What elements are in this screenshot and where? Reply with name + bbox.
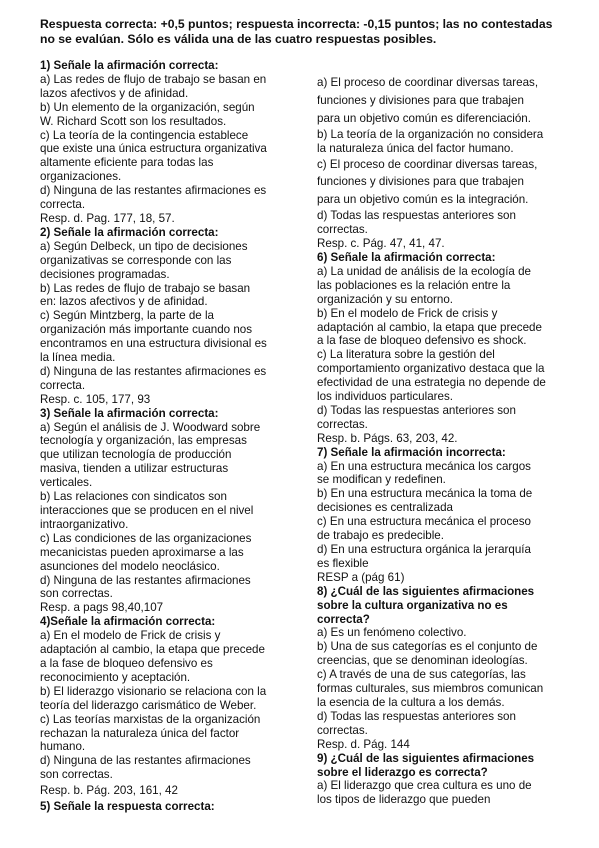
text-line: teoría del liderazgo carismático de Weber. bbox=[40, 698, 257, 712]
text-line: es flexible bbox=[317, 556, 369, 570]
text-line: asunciones del modelo neoclásico. bbox=[40, 559, 220, 573]
text-line: reconocimiento y aceptación. bbox=[40, 670, 191, 684]
text-line: la línea media. bbox=[40, 351, 116, 365]
text-line: a la fase de bloqueo defensivo es shock. bbox=[317, 334, 527, 348]
text-line: Resp. c. Pág. 47, 41, 47. bbox=[317, 237, 445, 251]
text-line: b) Las redes de flujo de trabajo se basan bbox=[40, 281, 251, 295]
text-line: d) En una estructura orgánica la jerarquía bbox=[317, 543, 531, 556]
text-line: que existe una única estructura organizativa bbox=[40, 142, 267, 156]
text-line: mecanicistas pueden aproximarse a las bbox=[40, 545, 244, 559]
text-line: organizativas se corresponde con las bbox=[40, 253, 232, 267]
question-heading: sobre la cultura organizativa no es bbox=[317, 598, 508, 612]
text-line: en: lazos afectivos y de afinidad. bbox=[40, 295, 208, 309]
left-column bbox=[40, 59, 288, 814]
text-line: a) Es un fenómeno colectivo. bbox=[317, 626, 467, 640]
text-line: a) Según Delbeck, un tipo de decisiones bbox=[40, 239, 248, 253]
question-heading: 2) Señale la afirmación correcta: bbox=[40, 225, 219, 239]
text-line: correcta. bbox=[40, 198, 86, 212]
text-line: d) Ninguna de las restantes afirmaciones bbox=[40, 573, 251, 587]
text-line: a) Las redes de flujo de trabajo se basan en bbox=[40, 72, 267, 86]
text-line: W. Richard Scott son los resultados. bbox=[40, 114, 227, 128]
text-line: la naturaleza única del factor humano. bbox=[317, 141, 514, 155]
question-heading: correcta? bbox=[317, 612, 370, 626]
text-line: formas culturales, sus miembros comunican bbox=[317, 682, 544, 696]
question-heading: 7) Señale la afirmación incorrecta: bbox=[317, 445, 506, 459]
text-line: c) El proceso de coordinar diversas tareas, bbox=[317, 157, 538, 171]
question-heading: 3) Señale la afirmación correcta: bbox=[40, 406, 219, 420]
question-heading: 5) Señale la respuesta correcta: bbox=[40, 800, 215, 814]
text-line: c) Las teorías marxistas de la organización bbox=[40, 712, 261, 726]
text-line: d) Todas las respuestas anteriores son bbox=[317, 209, 516, 223]
text-line: rechazan la naturaleza única del factor bbox=[40, 726, 240, 740]
text-line: adaptación al cambio, la etapa que precede bbox=[40, 643, 265, 657]
text-line: d) Todas las respuestas anteriores son bbox=[317, 709, 516, 723]
text-line: Resp. d. Pág. 144 bbox=[317, 737, 410, 751]
text-line: d) Todas las respuestas anteriores son bbox=[317, 403, 516, 417]
text-line: para un objetivo común es la integración. bbox=[317, 193, 529, 207]
text-line: verticales. bbox=[40, 476, 93, 490]
text-line: d) Ninguna de las restantes afirmaciones es bbox=[40, 184, 267, 198]
text-line: b) La teoría de la organización no considera bbox=[317, 127, 544, 141]
text-line: para un objetivo común es diferenciación. bbox=[317, 111, 531, 125]
text-line: b) En una estructura mecánica la toma de bbox=[317, 487, 533, 501]
text-line: Resp. a pags 98,40,107 bbox=[40, 601, 164, 615]
question-heading: 4)Señale la afirmación correcta: bbox=[40, 615, 216, 629]
text-line: b) Un elemento de la organización, según bbox=[40, 100, 255, 114]
text-line: son correctas. bbox=[40, 768, 113, 782]
text-line: a) En el modelo de Frick de crisis y bbox=[40, 629, 221, 643]
right-column bbox=[317, 74, 561, 807]
instructions-line-1: Respuesta correcta: +0,5 puntos; respuesta incorrecta: -0,15 puntos; las no contestadas bbox=[40, 17, 553, 31]
text-line: efectividad de una estrategia no depende de bbox=[317, 376, 546, 390]
question-heading: 1) Señale la afirmación correcta: bbox=[40, 59, 219, 72]
text-line: organización más importante cuando nos bbox=[40, 323, 253, 337]
question-heading: 8) ¿Cuál de las siguientes afirmaciones bbox=[317, 584, 535, 598]
text-line: b) El liderazgo visionario se relaciona con la bbox=[40, 684, 267, 698]
text-line: correcta. bbox=[40, 378, 86, 392]
text-line: decisiones es centralizada bbox=[317, 501, 453, 515]
text-line: a) El proceso de coordinar diversas tareas, bbox=[317, 76, 539, 89]
text-line: c) Según Mintzberg, la parte de la bbox=[40, 309, 215, 323]
text-line: correctas. bbox=[317, 223, 368, 237]
text-line: c) En una estructura mecánica el proceso bbox=[317, 515, 531, 529]
text-line: los individuos particulares. bbox=[317, 390, 453, 404]
text-line: los tipos de liderazgo que pueden bbox=[317, 793, 491, 807]
text-line: a) La unidad de análisis de la ecología de bbox=[317, 264, 531, 278]
text-line: d) Ninguna de las restantes afirmaciones bbox=[40, 754, 251, 768]
text-line: a) Según el análisis de J. Woodward sobre bbox=[40, 420, 261, 434]
text-line: b) Las relaciones con sindicatos son bbox=[40, 490, 227, 504]
text-line: la esencia de la cultura a los demás. bbox=[317, 695, 505, 709]
text-line: tecnología y organización, las empresas bbox=[40, 434, 247, 448]
text-line: creencias, que se denominan ideologías. bbox=[317, 654, 528, 668]
text-line: RESP a (pág 61) bbox=[317, 570, 405, 584]
text-line: intraorganizativo. bbox=[40, 517, 129, 531]
text-line: que utilizan tecnología de producción bbox=[40, 448, 232, 462]
text-line: encontramos en una estructura divisional es bbox=[40, 337, 267, 351]
text-line: Resp. b. Págs. 63, 203, 42. bbox=[317, 431, 458, 445]
text-line: humano. bbox=[40, 740, 86, 754]
text-line: adaptación al cambio, la etapa que precede bbox=[317, 320, 542, 334]
text-line: Resp. c. 105, 177, 93 bbox=[40, 392, 151, 406]
text-line: organizaciones. bbox=[40, 170, 122, 184]
text-line: decisiones programadas. bbox=[40, 267, 170, 281]
text-line: a) En una estructura mecánica los cargos bbox=[317, 459, 531, 473]
text-line: funciones y divisiones para que trabajen bbox=[317, 175, 524, 189]
text-line: correctas. bbox=[317, 417, 368, 431]
text-line: comportamiento organizativo destaca que la bbox=[317, 362, 545, 376]
text-line: correctas. bbox=[317, 723, 368, 737]
text-line: d) Ninguna de las restantes afirmaciones es bbox=[40, 364, 267, 378]
text-line: c) La literatura sobre la gestión del bbox=[317, 348, 495, 362]
text-line: se modifican y redefinen. bbox=[317, 473, 446, 487]
question-heading: 9) ¿Cuál de las siguientes afirmaciones bbox=[317, 751, 535, 765]
text-line: Resp. b. Pág. 203, 161, 42 bbox=[40, 784, 178, 798]
text-line: funciones y divisiones para que trabajen bbox=[317, 93, 524, 107]
text-line: altamente eficiente para todas las bbox=[40, 156, 214, 170]
text-line: Resp. d. Pag. 177, 18, 57. bbox=[40, 211, 175, 225]
text-line: b) Una de sus categorías es el conjunto de bbox=[317, 640, 538, 654]
text-line: c) La teoría de la contingencia establece bbox=[40, 128, 249, 142]
text-line: interacciones que se producen en el nivel bbox=[40, 504, 254, 517]
text-line: son correctas. bbox=[40, 587, 113, 601]
instructions-line-2: no se evalúan. Sólo es válida una de las cuatro respuestas posibles. bbox=[40, 32, 437, 46]
text-line: c) A través de una de sus categorías, las bbox=[317, 668, 526, 682]
text-line: las poblaciones es la relación entre la bbox=[317, 278, 511, 292]
exam-instructions bbox=[40, 17, 560, 47]
text-line: a) El liderazgo que crea cultura es uno de bbox=[317, 779, 532, 793]
text-line: organización y su entorno. bbox=[317, 292, 453, 306]
question-heading: 6) Señale la afirmación correcta: bbox=[317, 250, 496, 264]
text-line: b) En el modelo de Frick de crisis y bbox=[317, 306, 498, 320]
text-line: lazos afectivos y de afinidad. bbox=[40, 86, 189, 100]
question-heading: sobre el liderazgo es correcta? bbox=[317, 765, 488, 779]
text-line: a la fase de bloqueo defensivo es bbox=[40, 656, 213, 670]
text-line: masiva, tienden a utilizar estructuras bbox=[40, 462, 229, 476]
text-line: de trabajo es predecible. bbox=[317, 529, 444, 543]
text-line: c) Las condiciones de las organizaciones bbox=[40, 531, 252, 545]
